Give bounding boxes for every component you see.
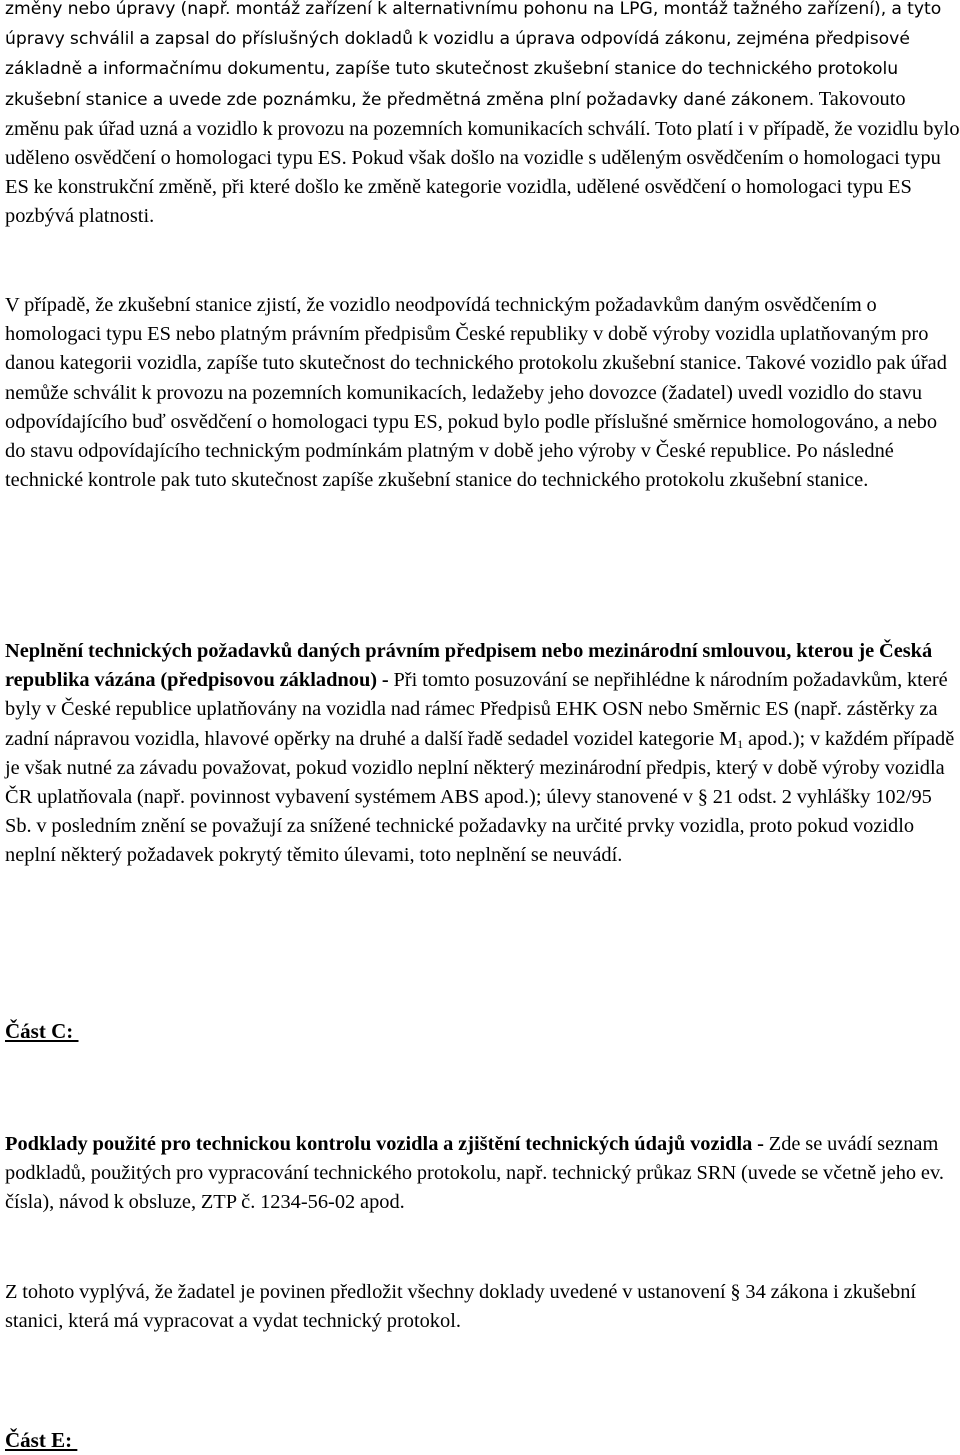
paragraph-nonconforming-vehicle-text: V případě, že zkušební stanice zjistí, že vozidlo neodpovídá technickým požadavkům daným osvědčením o homologaci typu ES nebo platným právním předpisům České republiky v době výroby vozidla uplatňovaným pro danou kategorii vozidla, zapíše tuto skutečnost do technického protokolu zkušební stanice. Takové vozidlo pak úřad nemůže schválit k provozu na pozemních komunikacích, ledažeby jeho dovozce (žadatel) uvedl vozidlo do stavu odpovídajícího buď osvědčení o homologaci typu ES, pokud bylo podle příslušné směrnice homologováno, a nebo do stavu odpovídajícího technickým podmínkám platným v době jeho výroby v České republice. Po následné technické kontrole pak tuto skutečnost zapíše zkušební stanice do technického protokolu zkušební stanice. (5, 294, 947, 492)
paragraph-applicant-obligation (5, 1278, 960, 1336)
paragraph-technical-requirements-bold: Neplnění technických požadavků daných právním předpisem nebo mezinárodní smlouvou, kterou je Česká republika vázána (předpisovou základnou) - (5, 640, 933, 692)
paragraph-technical-requirements-text-b: apod.); v každém případě je však nutné za závadu považovat, pokud vozidlo neplní některý mezinárodní předpis, který v době výroby vozidla ČR uplatňovala (např. povinnost vybavení systémem ABS apod.); úlevy stanovené v § 21 odst. 2 vyhlášky 102/95 Sb. v posledním znění se považují za snížené technické požadavky na určité prvky vozidla, proto pokud vozidlo neplní některý požadavek pokrytý těmito úlevami, toto neplnění se neuvádí. (5, 727, 955, 867)
paragraph-applicant-obligation-text: Z tohoto vyplývá, že žadatel je povinen předložit všechny doklady uvedené v ustanovení § 34 zákona i zkušební stanici, která má vypracovat a vydat technický protokol. (5, 1281, 917, 1333)
paragraph-documents-used-bold: Podklady použité pro technickou kontrolu vozidla a zjištění technických údajů vozidla - (5, 1133, 764, 1155)
section-heading-part-e: Část E: (5, 1428, 78, 1452)
paragraph-documents-used-text: Zde se uvádí seznam podkladů, použitých pro vypracování technického protokolu, např. technický průkaz SRN (uvede se včetně jeho ev. čísla), návod k obsluze, ZTP č. 1234-56-02 apod. (5, 1133, 944, 1214)
paragraph-technical-requirements (5, 637, 960, 871)
paragraph-nonconforming-vehicle (5, 291, 960, 495)
paragraph-vehicle-modifications-sans-part: změny nebo úpravy (např. montáž zařízení k alternativnímu pohonu na LPG, montáž tažného zařízení), a tyto úpravy schválil a zapsal do příslušných dokladů k vozidlu a úprava odpovídá zákonu, zejména předpisové základně a informačnímu dokumentu, zapíše tuto skutečnost zkušební stanice do technického protokolu zkušební stanice a uvede zde poznámku, že předmětná změna plní požadavky dané zákonem. (5, 0, 942, 110)
paragraph-vehicle-modifications (5, 0, 960, 232)
section-heading-part-c: Část C: (5, 1019, 79, 1043)
paragraph-vehicle-modifications-serif-part: Takovouto změnu pak úřad uzná a vozidlo k provozu na pozemních komunikacích schválí. Toto platí i v případě, že vozidlu bylo uděleno osvědčení o homologaci typu ES. Pokud však došlo na vozidle s uděleným osvědčením o homologaci typu ES ke konstrukční změně, při které došlo ke změně kategorie vozidla, udělené osvědčení o homologaci typu ES pozbývá platnosti. (5, 87, 960, 228)
paragraph-documents-used (5, 1130, 960, 1218)
paragraph-technical-requirements-text-a: Při tomto posuzování se nepřihlédne k národním požadavkům, které byly v České republice uplatňovány na vozidla nad rámec Předpisů EHK OSN nebo Směrnic ES (např. zástěrky za zadní nápravou vozidla, hlavové opěrky na druhé a další řadě sedadel vozidel kategorie M (5, 669, 948, 750)
subscript-category: 1 (737, 736, 744, 751)
